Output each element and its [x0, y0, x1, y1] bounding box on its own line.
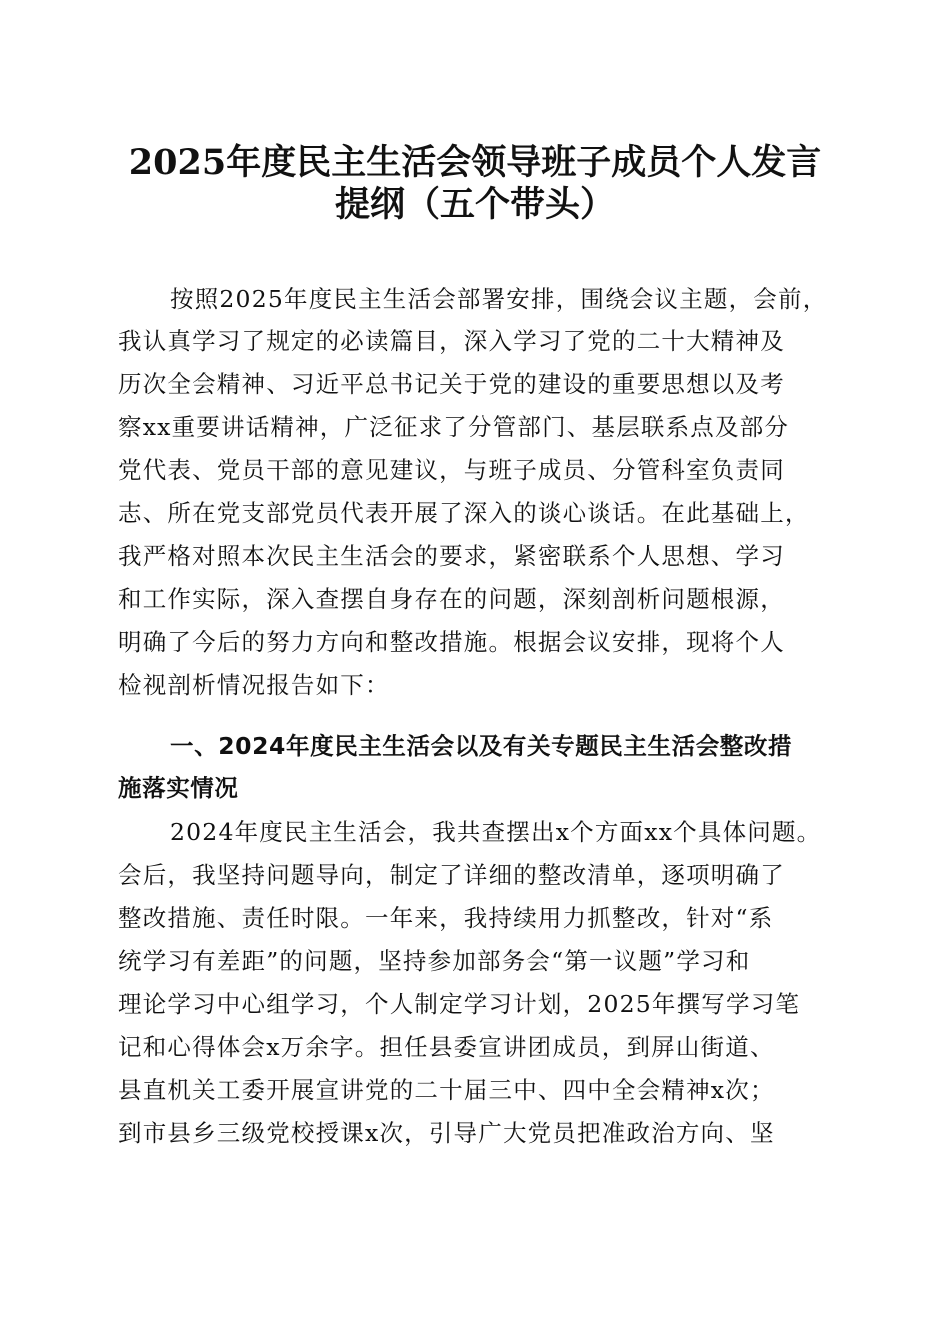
section-body-line: 整改措施、责任时限。一年来，我持续用力抓整改，针对“系 [118, 904, 774, 932]
section-body-line: 会后，我坚持问题导向，制定了详细的整改清单，逐项明确了 [118, 861, 785, 889]
intro-line: 明确了今后的努力方向和整改措施。根据会议安排，现将个人 [118, 628, 785, 656]
intro-line: 检视剖析情况报告如下： [118, 671, 390, 699]
intro-line: 我认真学习了规定的必读篇目，深入学习了党的二十大精神及 [118, 327, 785, 355]
section-body-line: 县直机关工委开展宣讲党的二十届三中、四中全会精神x次； [118, 1076, 775, 1104]
section-heading-line: 一、2024年度民主生活会以及有关专题民主生活会整改措 [170, 732, 793, 760]
intro-line: 党代表、党员干部的意见建议，与班子成员、分管科室负责同 [118, 456, 785, 484]
section-body-line: 记和心得体会x万余字。担任县委宣讲团成员，到屏山街道、 [118, 1033, 775, 1061]
document-title-line-1: 2025年度民主生活会领导班子成员个人发言 [128, 142, 822, 183]
intro-line: 和工作实际，深入查摆自身存在的问题，深刻剖析问题根源， [118, 585, 785, 613]
section-body-line: 2024年度民主生活会，我共查摆出x个方面xx个具体问题。 [170, 818, 822, 846]
intro-line: 察xx重要讲话精神，广泛征求了分管部门、基层联系点及部分 [118, 413, 790, 441]
intro-line: 志、所在党支部党员代表开展了深入的谈心谈话。在此基础上， [118, 499, 810, 527]
intro-line: 按照2025年度民主生活会部署安排，围绕会议主题，会前， [170, 285, 828, 313]
document-title-line-2: 提纲（五个带头） [334, 184, 615, 225]
section-heading-line: 施落实情况 [118, 774, 239, 802]
intro-line: 历次全会精神、习近平总书记关于党的建设的重要思想以及考 [118, 370, 785, 398]
intro-line: 我严格对照本次民主生活会的要求，紧密联系个人思想、学习 [118, 542, 785, 570]
section-body-line: 理论学习中心组学习，个人制定学习计划，2025年撰写学习笔 [118, 990, 801, 1018]
section-body-line: 到市县乡三级党校授课x次，引导广大党员把准政治方向、坚 [118, 1119, 775, 1147]
section-body-line: 统学习有差距”的问题，坚持参加部务会“第一议题”学习和 [118, 947, 751, 975]
